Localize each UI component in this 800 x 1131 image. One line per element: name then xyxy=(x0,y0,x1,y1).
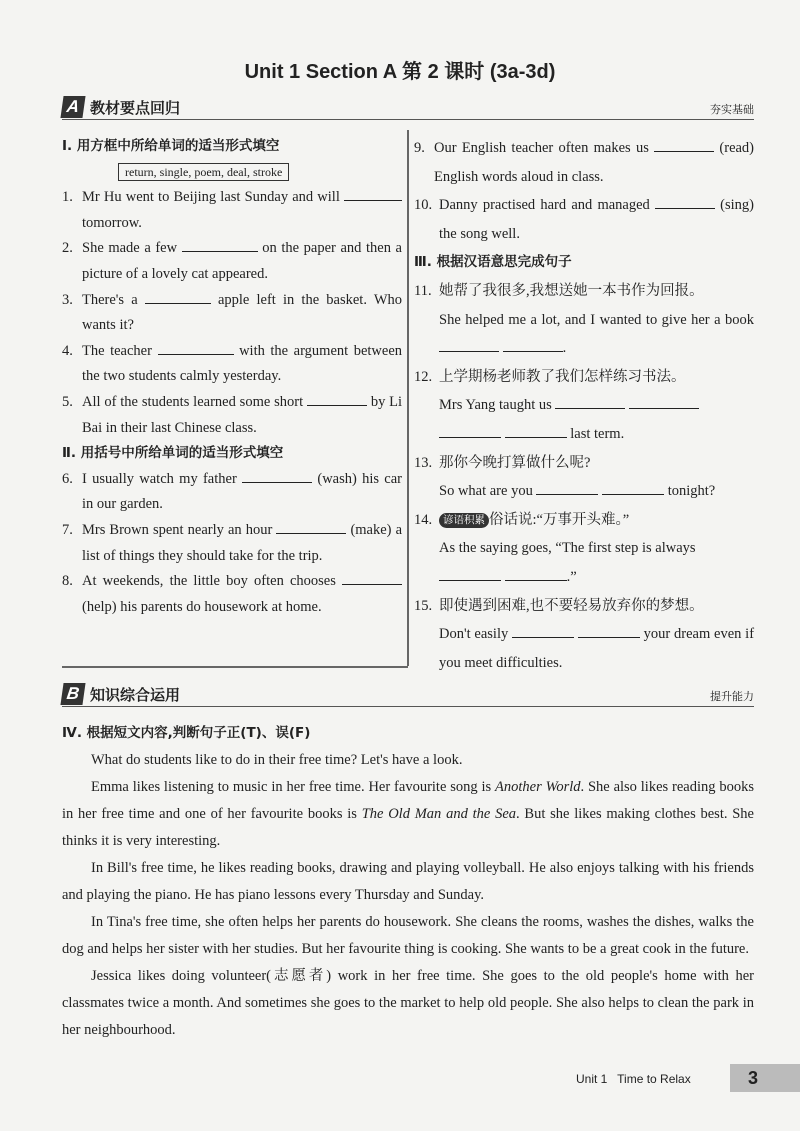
question-text: There's a xyxy=(82,291,138,308)
answer-blank[interactable] xyxy=(276,519,346,534)
answer-blank[interactable] xyxy=(503,337,563,352)
answer-blank[interactable] xyxy=(602,480,664,495)
question-text: (sing) the song well. xyxy=(439,197,754,242)
question-text: on the paper and then a picture of a lovely cat appeared. xyxy=(82,240,402,282)
answer-blank[interactable] xyxy=(307,391,367,406)
question-text: .” xyxy=(566,568,577,585)
passage-paragraph-1: What do students like to do in their free time? Let's have a look. xyxy=(91,752,463,768)
question-chinese: 即使遇到困难,也不要轻易放弃你的梦想。 xyxy=(439,597,704,614)
question-2 xyxy=(62,236,402,287)
question-text: . xyxy=(562,340,567,357)
section-a-tag: 夯实基础 xyxy=(710,103,754,116)
question-number: 2. xyxy=(62,240,73,257)
question-chinese: 上学期杨老师教了我们怎样练习书法。 xyxy=(439,368,686,385)
question-text: Don't easily xyxy=(439,626,509,643)
passage-paragraph-2 xyxy=(62,774,754,855)
question-15 xyxy=(414,592,754,678)
answer-blank[interactable] xyxy=(439,423,501,438)
part4-heading: Ⅳ. 根据短文内容,判断句子正(T)、误(F) xyxy=(62,725,311,741)
answer-blank[interactable] xyxy=(555,394,625,409)
answer-blank[interactable] xyxy=(182,237,258,252)
question-text: your dream even if you meet difficulties. xyxy=(439,626,755,671)
question-text: I usually watch my father xyxy=(82,470,237,487)
question-text: All of the students learned some short xyxy=(82,393,304,410)
footer-topic: Time to Relax xyxy=(617,1072,691,1086)
answer-blank[interactable] xyxy=(145,289,211,304)
reading-passage xyxy=(62,720,754,1044)
question-number: 1. xyxy=(62,189,73,206)
question-text: last term. xyxy=(570,425,625,442)
question-6 xyxy=(62,467,402,518)
question-number: 5. xyxy=(62,393,73,410)
book-title: The Old Man and the Sea xyxy=(361,806,517,822)
question-text: She made a few xyxy=(82,240,178,257)
question-number: 15. xyxy=(414,597,433,614)
answer-blank[interactable] xyxy=(512,623,574,638)
page-footer xyxy=(576,1072,691,1086)
question-chinese: 那你今晚打算做什么呢? xyxy=(439,454,591,471)
part2-heading: Ⅱ. 用括号中所给单词的适当形式填空 xyxy=(62,445,284,462)
passage-paragraph-5: Jessica likes doing volunteer(志愿者) work in her free time. She goes to the old people's home with her classmates twice a month. And sometimes she goes to the market to help old people. She also helps to clean the park in her neighbourhood. xyxy=(62,968,754,1038)
part1-heading: Ⅰ. 用方框中所给单词的适当形式填空 xyxy=(62,138,280,154)
answer-blank[interactable] xyxy=(536,480,598,495)
left-column xyxy=(62,134,402,620)
question-number: 4. xyxy=(62,342,73,359)
proverb-badge: 谚语积累 xyxy=(439,513,489,528)
paragraph-text: . But she likes making clothes best. She thinks it is very interesting. xyxy=(62,806,754,849)
answer-blank[interactable] xyxy=(439,337,499,352)
section-b-title: 知识综合运用 xyxy=(90,686,181,704)
question-number: 13. xyxy=(414,454,433,471)
exercise-bottom-rule xyxy=(62,666,408,668)
question-number: 6. xyxy=(62,470,73,487)
section-b-header xyxy=(62,682,754,707)
question-number: 14. xyxy=(414,511,433,528)
question-text: with the argument between the two students calmly yesterday. xyxy=(82,342,403,385)
question-text: tomorrow. xyxy=(82,214,142,231)
answer-blank[interactable] xyxy=(505,566,567,581)
question-text: by Li Bai in their last Chinese class. xyxy=(82,393,403,436)
question-text: So what are you xyxy=(439,483,533,500)
question-number: 8. xyxy=(62,573,73,590)
question-text: Danny practised hard and managed xyxy=(439,197,650,214)
question-13 xyxy=(414,449,754,506)
question-text: apple left in the basket. Who wants it? xyxy=(82,291,403,334)
answer-blank[interactable] xyxy=(158,340,234,355)
question-text: As the saying goes, “The first step is always xyxy=(439,540,696,557)
paragraph-text: . She also likes reading books in her free time and one of her favourite books is xyxy=(62,779,754,822)
answer-blank[interactable] xyxy=(439,566,501,581)
question-text: (help) his parents do housework at home. xyxy=(82,598,322,615)
section-a-title: 教材要点回归 xyxy=(90,99,181,117)
question-number: 3. xyxy=(62,291,73,308)
answer-blank[interactable] xyxy=(505,423,567,438)
answer-blank[interactable] xyxy=(655,194,715,209)
paragraph-text: Emma likes listening to music in her free time. Her favourite song is xyxy=(91,779,496,795)
answer-blank[interactable] xyxy=(344,186,402,201)
question-5 xyxy=(62,390,402,441)
section-a-header xyxy=(62,95,754,120)
question-chinese: 她帮了我很多,我想送她一本书作为回报。 xyxy=(439,282,704,299)
question-text: Mrs Yang taught us xyxy=(439,397,552,414)
question-text: Mrs Brown spent nearly an hour xyxy=(82,521,273,538)
question-8 xyxy=(62,569,402,620)
question-14 xyxy=(414,506,754,592)
question-text: Our English teacher often makes us xyxy=(434,140,649,156)
song-title: Another World xyxy=(495,779,581,795)
answer-blank[interactable] xyxy=(629,394,699,409)
question-9 xyxy=(414,134,754,191)
question-text: She helped me a lot, and I wanted to give her a book xyxy=(439,311,754,328)
column-divider xyxy=(407,130,409,666)
question-text: (read) English words aloud in class. xyxy=(434,140,755,185)
section-b-badge: B xyxy=(60,683,85,705)
answer-blank[interactable] xyxy=(342,570,402,585)
right-column xyxy=(414,134,754,677)
page-title: Unit 1 Section A 第 2 课时 (3a-3d) xyxy=(244,61,556,83)
question-number: 12. xyxy=(414,368,433,385)
question-text: At weekends, the little boy often chooses xyxy=(82,573,336,590)
page-number: 3 xyxy=(730,1064,800,1092)
question-text: tonight? xyxy=(667,483,716,500)
passage-paragraph-3: In Bill's free time, he likes reading books, drawing and playing volleyball. He also enjoys talking with his friends and playing the piano. He has piano lessons every Thursday and Sunday. xyxy=(62,860,754,903)
section-a-badge: A xyxy=(60,96,85,118)
question-12 xyxy=(414,363,754,449)
question-text: (make) a list of things they should take for the trip. xyxy=(82,521,403,564)
answer-blank[interactable] xyxy=(578,623,640,638)
question-10 xyxy=(414,191,754,248)
question-3 xyxy=(62,288,402,339)
answer-blank[interactable] xyxy=(654,137,714,152)
question-text: Mr Hu went to Beijing last Sunday and will xyxy=(82,189,340,206)
question-number: 9. xyxy=(414,140,425,156)
question-text: (wash) his car in our garden. xyxy=(82,470,402,513)
question-11 xyxy=(414,277,754,363)
word-box: return, single, poem, deal, stroke xyxy=(118,163,289,181)
question-text: The teacher xyxy=(82,342,152,359)
question-7 xyxy=(62,518,402,569)
question-number: 7. xyxy=(62,521,73,538)
question-number: 10. xyxy=(414,197,433,214)
passage-paragraph-4: In Tina's free time, she often helps her parents do housework. She cleans the rooms, washes the dishes, walks the dog and helps her sister with her studies. But her favourite thing is cooking. She wants to be a great cook in the future. xyxy=(62,914,754,957)
question-1 xyxy=(62,185,402,236)
question-number: 11. xyxy=(414,282,432,299)
answer-blank[interactable] xyxy=(242,468,312,483)
footer-unit: Unit 1 xyxy=(576,1072,608,1086)
part3-heading: Ⅲ. 根据汉语意思完成句子 xyxy=(414,254,572,271)
question-chinese: 俗话说:“万事开头难。” xyxy=(489,511,630,528)
question-4 xyxy=(62,339,402,390)
section-b-tag: 提升能力 xyxy=(710,690,754,703)
